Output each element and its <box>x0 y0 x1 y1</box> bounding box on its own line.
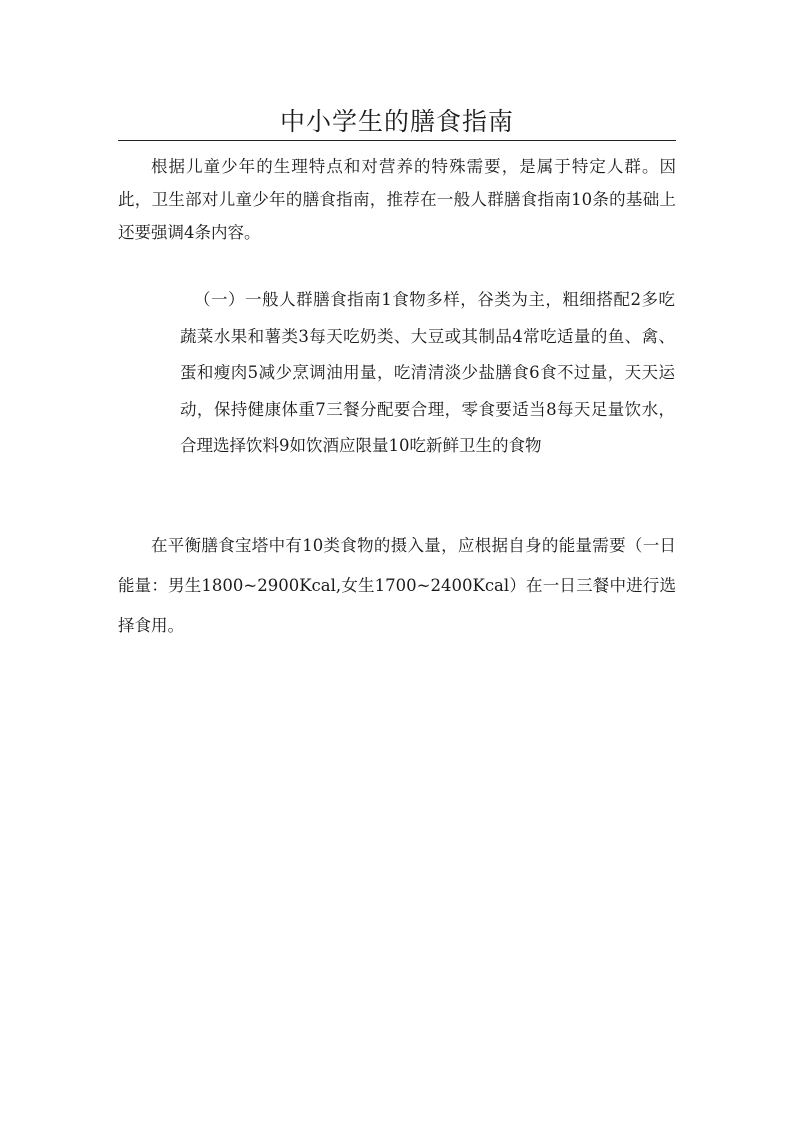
guideline-list-paragraph: （一）一般人群膳食指南1食物多样，谷类为主，粗细搭配2多吃蔬菜水果和薯类3每天吃奶类、大豆或其制品4常吃适量的鱼、禽、蛋和瘦肉5减少烹调油用量，吃清清淡少盐膳食6食不过量，天天运动，保持健康体重7三餐分配要合理，零食要适当8每天足量饮水，合理选择饮料9如饮酒应限量10吃新鲜卫生的食物 <box>180 290 675 455</box>
energy-paragraph: 在平衡膳食宝塔中有10类食物的摄入量，应根据自身的能量需要（一日能量：男生1800~2900Kcal,女生1700~2400Kcal）在一日三餐中进行选择食用。 <box>118 536 676 635</box>
intro-paragraph: 根据儿童少年的生理特点和对营养的特殊需要，是属于特定人群。因此，卫生部对儿童少年的膳食指南，推荐在一般人群膳食指南10条的基础上还要强调4条内容。 <box>118 157 676 242</box>
document-title: 中小学生的膳食指南 <box>279 107 514 136</box>
title-underline <box>118 140 676 141</box>
